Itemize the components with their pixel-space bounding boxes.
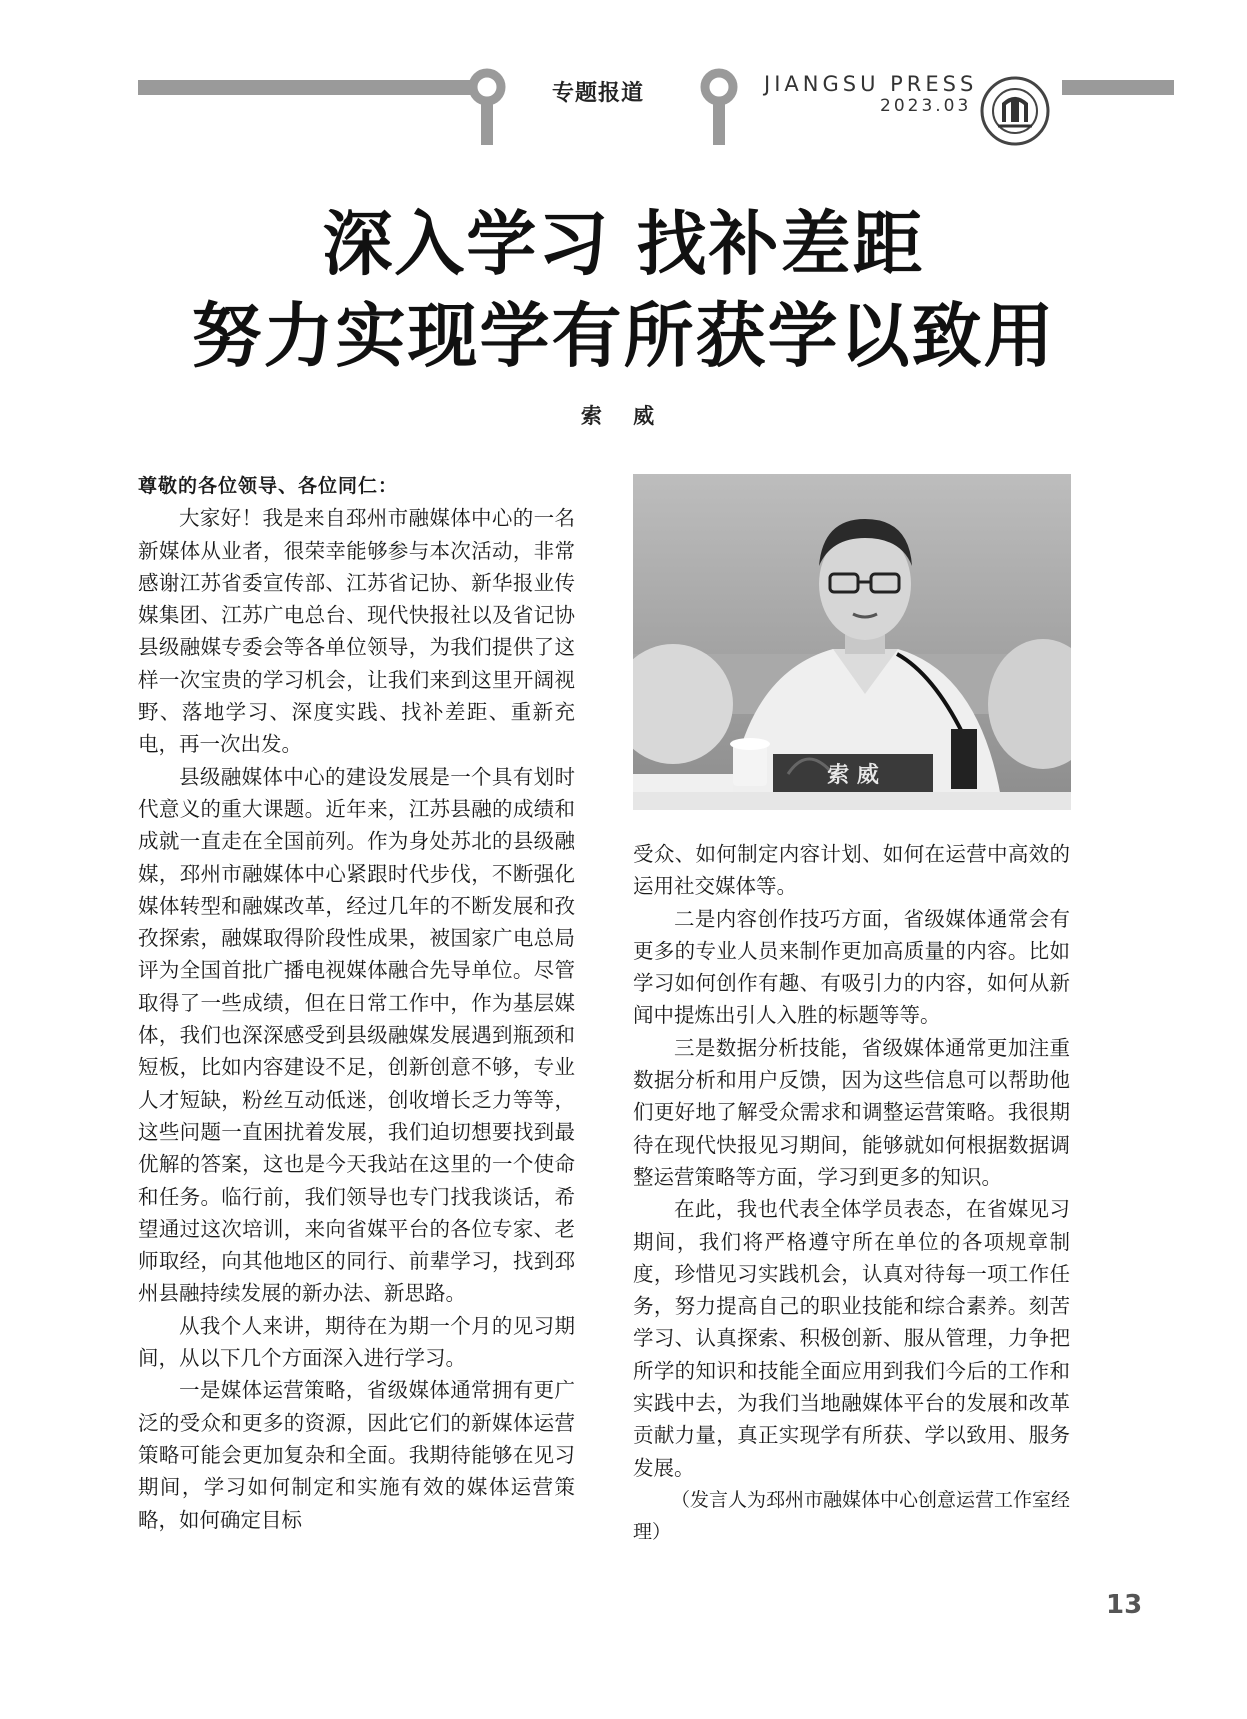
body-paragraph-continued: 受众、如何制定内容计划、如何在运营中高效的运用社交媒体等。 (633, 842, 1070, 899)
page-number: 13 (1106, 1590, 1143, 1620)
page-header (0, 0, 1247, 130)
speaker-photo-illustration (633, 474, 1071, 810)
left-column (138, 470, 575, 1536)
publication-logo (980, 76, 1050, 146)
right-column (633, 838, 1070, 1549)
nameplate-text: 索 威 (827, 762, 879, 788)
article-title-line-2: 努力实现学有所获学以致用 (191, 295, 1056, 377)
body-paragraph: 县级融媒体中心的建设发展是一个具有划时代意义的重大课题。近年来，江苏县融的成绩和成就一直走在全国前列。作为身处苏北的县级融媒，邳州市融媒体中心紧跟时代步伐，不断强化媒体转型和融媒改革，经过几年的不断发展和孜孜探索，融媒取得阶段性成果，被国家广电总局评为全国首批广播电视媒体融合先导单位。尽管取得了一些成绩，但在日常工作中，作为基层媒体，我们也深深感受到县级融媒发展遇到瓶颈和短板，比如内容建设不足，创新创意不够，专业人才短缺，粉丝互动低迷，创收增长乏力等等，这些问题一直困扰着发展，我们迫切想要找到最优解的答案，这也是今天我站在这里的一个使命和任务。临行前，我们领导也专门找我谈话，希望通过这次培训，来向省媒平台的各位专家、老师取经，向其他地区的同行、前辈学习，找到邳州县融持续发展的新办法、新思路。 (138, 764, 575, 1306)
body-paragraph: 在此，我也代表全体学员表态，在省媒见习期间，我们将严格遵守所在单位的各项规章制度，珍惜见习实践机会，认真对待每一项工作任务，努力提高自己的职业技能和综合素养。刻苦学习、认真探索、积极创新、服从管理，力争把所学的知识和技能全面应用到我们今后的工作和实践中去，为我们当地融媒体平台的发展和改革贡献力量，真正实现学有所获、学以致用、服务发展。 (633, 1197, 1070, 1480)
issue-number: 2023.03 (880, 96, 972, 116)
publication-name: JIANGSU PRESS (764, 72, 978, 96)
body-paragraph: 一是媒体运营策略，省级媒体通常拥有更广泛的受众和更多的资源，因此它们的新媒体运营策略可能会更加复杂和全面。我期待能够在见习期间，学习如何制定和实施有效的媒体运营策略，如何确定目标 (138, 1378, 575, 1532)
article-author: 索 威 (580, 404, 667, 428)
header-rule-left (138, 80, 474, 95)
body-paragraph: 大家好！我是来自邳州市融媒体中心的一名新媒体从业者，很荣幸能够参与本次活动，非常感谢江苏省委宣传部、江苏省记协、新华报业传媒集团、江苏广电总台、现代快报社以及省记协县级融媒专委会等各单位领导，为我们提供了这样一次宝贵的学习机会，让我们来到这里开阔视野、落地学习、深度实践、找补差距、重新充电，再一次出发。 (138, 506, 575, 757)
body-paragraph: 三是数据分析技能，省级媒体通常更加注重数据分析和用户反馈，因为这些信息可以帮助他们更好地了解受众需求和调整运营策略。我很期待在现代快报见习期间，能够就如何根据数据调整运营策略等方面，学习到更多的知识。 (633, 1035, 1070, 1189)
header-rule-right (1062, 80, 1174, 95)
speaker-note: （发言人为邳州市融媒体中心创意运营工作室经理） (633, 1488, 1071, 1544)
map-pin-icon (700, 68, 738, 152)
body-paragraph: 二是内容创作技巧方面，省级媒体通常会有更多的专业人员来制作更加高质量的内容。比如学习如何创作有趣、有吸引力的内容，如何从新闻中提炼出引人入胜的标题等等。 (633, 906, 1070, 1028)
section-label: 专题报道 (552, 81, 645, 106)
body-paragraph: 从我个人来讲，期待在为期一个月的见习期间，从以下几个方面深入进行学习。 (138, 1313, 575, 1371)
map-pin-icon (468, 68, 506, 152)
speaker-photo (633, 474, 1071, 810)
salutation: 尊敬的各位领导、各位同仁： (138, 475, 399, 497)
article-title-line-1: 深入学习 找补差距 (322, 203, 925, 285)
